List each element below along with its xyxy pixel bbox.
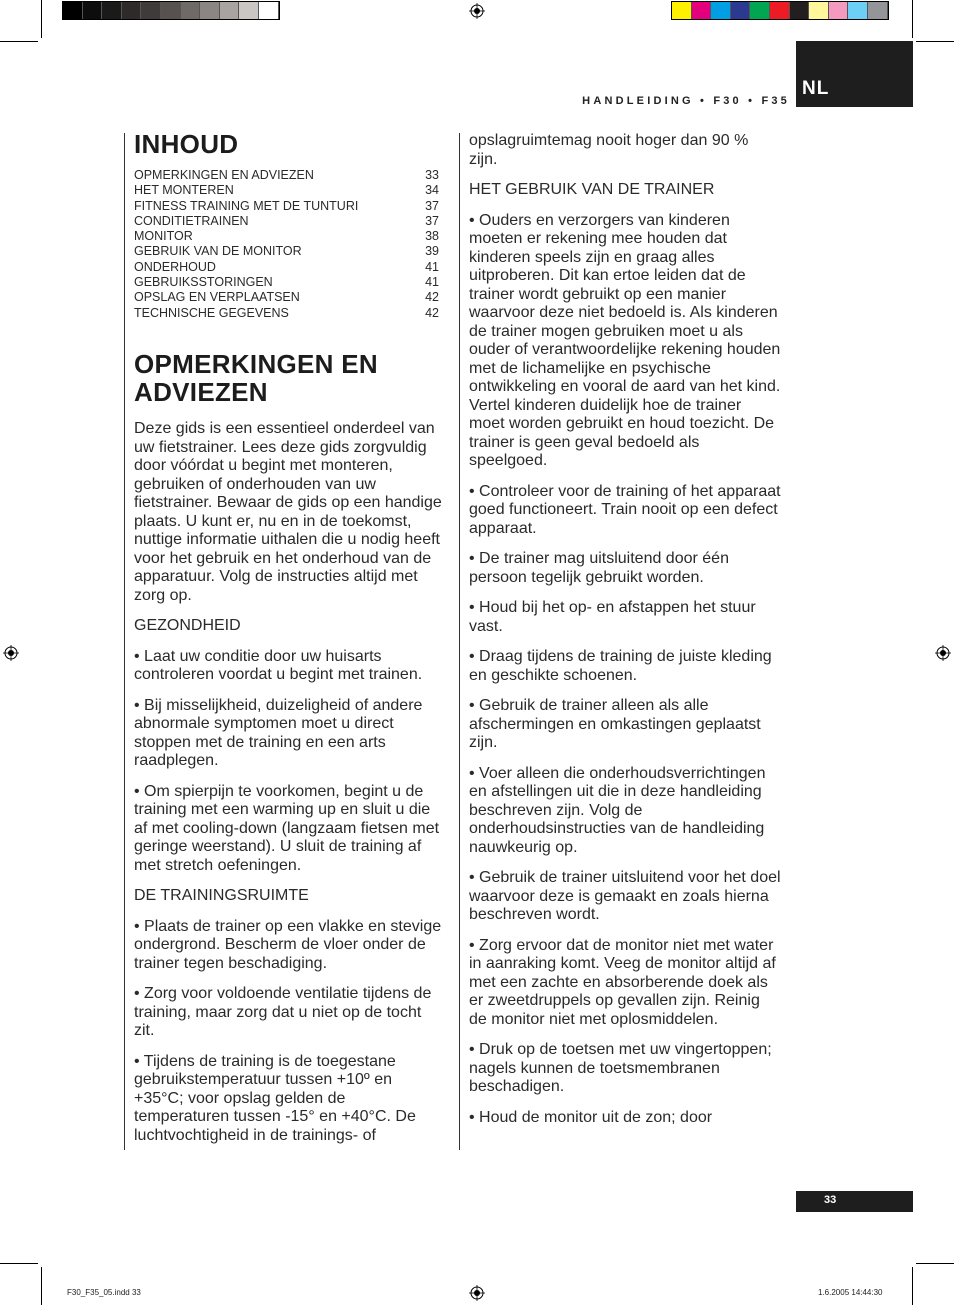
toc-entry <box>134 275 439 290</box>
column-rule-left <box>124 133 125 1150</box>
color-swatch <box>731 2 751 19</box>
health-heading: GEZONDHEID <box>134 617 241 634</box>
usage-item: • De trainer mag uitsluitend door één persoon tegelijk gebruikt worden. <box>469 550 729 586</box>
usage-item: • Ouders en verzorgers van kinderen moeten er rekening mee houden dat kinderen speels zijn en graag alles uitproberen. Dit kan ertoe leiden dat de trainer wordt gebruikt op een manier waarvoor deze niet bedoeld is. Als kinderen de trainer mogen gebruiken moet u als ouder of verantwoordelijke rekening houden met de lichamelijke en psychische ontwikkeling en vooral de aard van het kind. Vertel kinderen duidelijk hoe de trainer moet worden gebruikt en houd toezicht. De trainer is geen geval bedoeld als speelgoed. <box>469 211 781 469</box>
health-item: • Laat uw conditie door uw huisarts controleren voordat u begint met trainen. <box>134 647 423 683</box>
color-swatch <box>181 2 201 19</box>
color-swatch <box>259 2 279 19</box>
toc-entry-label: FITNESS TRAINING MET DE TUNTURI <box>134 198 359 213</box>
toc-entry-page: 42 <box>425 305 439 320</box>
color-swatch <box>868 2 888 19</box>
toc-entry-label: HET MONTEREN <box>134 183 234 198</box>
toc-entry-label: CONDITIETRAINEN <box>134 213 249 228</box>
page-number-tab <box>796 1191 913 1212</box>
toc-entry-label: OPSLAG EN VERPLAATSEN <box>134 290 300 305</box>
section-title-line-2: ADVIEZEN <box>134 377 268 407</box>
toc-entry-label: GEBRUIKSSTORINGEN <box>134 275 273 290</box>
toc-entry-label: OPMERKINGEN EN ADVIEZEN <box>134 168 314 182</box>
training-room-item: • Zorg voor voldoende ventilatie tijdens de training, maar zorg dat u niet op de tocht zit. <box>134 985 432 1039</box>
toc-entry <box>134 260 439 275</box>
training-room-item: • Tijdens de training is de toegestane gebruikstemperatuur tussen +10º en +35°C; voor opslag gelden de temperaturen tussen -15° en +40°C. De luchtvochtigheid in de trainings- of <box>134 1052 416 1144</box>
color-swatch <box>750 2 770 19</box>
color-swatch <box>770 2 790 19</box>
color-swatch <box>122 2 142 19</box>
language-tab-label: NL <box>802 78 830 99</box>
usage-item: • Houd de monitor uit de zon; door <box>469 1108 713 1126</box>
section-title <box>134 350 446 406</box>
color-swatch <box>161 2 181 19</box>
intro-paragraph: Deze gids is een essentieel onderdeel van uw fietstrainer. Lees deze gids zorgvuldig door vóórdat u begint met monteren, gebruiken of onderhouden van uw fietstrainer. Bewaar de gids op een handige plaats. U kunt er, nu en in de toekomst, nuttige informatie uithalen die u nodig heeft voor het gebruik en het onderhoud van de apparatuur. Volg de instructies altijd met zorg op. <box>134 420 442 604</box>
toc-entry-page: 39 <box>425 244 439 259</box>
toc-entry-page: 37 <box>425 198 439 213</box>
toc-entry <box>134 290 439 305</box>
table-of-contents <box>134 168 439 321</box>
color-swatch <box>829 2 849 19</box>
page-number: 33 <box>824 1194 837 1206</box>
color-swatch <box>63 2 83 19</box>
toc-entry <box>134 183 439 198</box>
training-room-item: • Plaats de trainer op een vlakke en stevige ondergrond. Bescherm de vloer onder de trainer tegen beschadiging. <box>134 917 442 972</box>
toc-entry <box>134 306 439 321</box>
usage-item: • Houd bij het op- en afstappen het stuur vast. <box>469 599 756 635</box>
language-tab <box>796 41 913 107</box>
color-swatch <box>83 2 103 19</box>
toc-entry-page: 42 <box>425 290 439 305</box>
toc-entry-label: ONDERHOUD <box>134 259 216 274</box>
toc-entry <box>134 168 439 183</box>
section-title-line-1: OPMERKINGEN EN <box>134 349 379 379</box>
toc-title: INHOUD <box>134 129 239 159</box>
color-swatch <box>711 2 731 19</box>
color-swatch <box>672 2 692 19</box>
registration-mark-icon <box>469 3 485 19</box>
toc-entry-page: 41 <box>425 259 439 274</box>
usage-item: • Draag tijdens de training de juiste kleding en geschikte schoenen. <box>469 648 772 684</box>
toc-entry-label: TECHNISCHE GEGEVENS <box>134 305 289 320</box>
toc-entry <box>134 214 439 229</box>
toc-entry-page: 34 <box>425 183 439 198</box>
grey-color-bar <box>62 1 280 20</box>
toc-entry-page: 38 <box>425 229 439 244</box>
left-column <box>134 130 446 158</box>
color-swatch <box>200 2 220 19</box>
column-rule-middle <box>459 133 460 1150</box>
color-swatch <box>141 2 161 19</box>
running-head: HANDLEIDING • F30 • F35 <box>582 95 790 107</box>
toc-entry-label: GEBRUIK VAN DE MONITOR <box>134 244 302 259</box>
health-item: • Om spierpijn te voorkomen, begint u de training met een warming up en sluit u die af met cooling-down (langzaam fietsen met geringe weerstand). U sluit de training af met stretch oefeningen. <box>134 782 440 874</box>
color-swatch <box>692 2 712 19</box>
usage-item: • Gebruik de trainer uitsluitend voor het doel waarvoor deze is gemaakt en zoals hierna beschreven wordt. <box>469 869 781 923</box>
slug-timestamp: 1.6.2005 14:44:30 <box>818 1288 883 1297</box>
registration-mark-icon <box>3 645 19 661</box>
registration-mark-icon <box>935 645 951 661</box>
usage-item: • Gebruik de trainer alleen als alle afschermingen en omkastingen geplaatst zijn. <box>469 697 761 751</box>
toc-entry <box>134 199 439 214</box>
toc-entry <box>134 244 439 259</box>
color-swatch <box>809 2 829 19</box>
toc-entry <box>134 229 439 244</box>
usage-item: • Voer alleen die onderhoudsverrichtingen en afstellingen uit die in deze handleiding beschreven zijn. Volg de onderhoudsinstructies van de handleiding nauwkeurig op. <box>469 764 766 856</box>
toc-entry-page: 37 <box>425 213 439 228</box>
color-swatch <box>220 2 240 19</box>
training-room-heading: DE TRAININGSRUIMTE <box>134 887 309 904</box>
toc-entry-page: 41 <box>425 275 439 290</box>
toc-entry-label: MONITOR <box>134 229 193 244</box>
health-item: • Bij misselijkheid, duizeligheid of andere abnormale symptomen moet u direct stoppen met de training en een arts raadplegen. <box>134 696 423 769</box>
color-swatch <box>848 2 868 19</box>
usage-item: • Controleer voor de training of het apparaat goed functioneert. Train nooit op een defect apparaat. <box>469 482 781 537</box>
section-body-left <box>134 350 446 1157</box>
color-swatch <box>790 2 810 19</box>
color-swatch <box>239 2 259 19</box>
training-room-item-continued: opslagruimtemag nooit hoger dan 90 % zijn. <box>469 132 749 168</box>
color-swatch <box>102 2 122 19</box>
usage-item: • Zorg ervoor dat de monitor niet met water in aanraking komt. Veeg de monitor altijd af met een zachte en absorberende doek als er zweetdruppels op gevallen zijn. Reinig de monitor niet met oplosmiddelen. <box>469 936 776 1028</box>
usage-item: • Druk op de toetsen met uw vingertoppen; nagels kunnen de toetsmembranen beschadigen. <box>469 1041 772 1095</box>
usage-heading: HET GEBRUIK VAN DE TRAINER <box>469 181 715 198</box>
section-body-right <box>469 132 781 1139</box>
slug-file-info: F30_F35_05.indd 33 <box>67 1288 141 1297</box>
process-color-bar <box>671 1 889 20</box>
toc-entry-page: 33 <box>425 168 439 182</box>
registration-mark-icon <box>469 1285 485 1301</box>
